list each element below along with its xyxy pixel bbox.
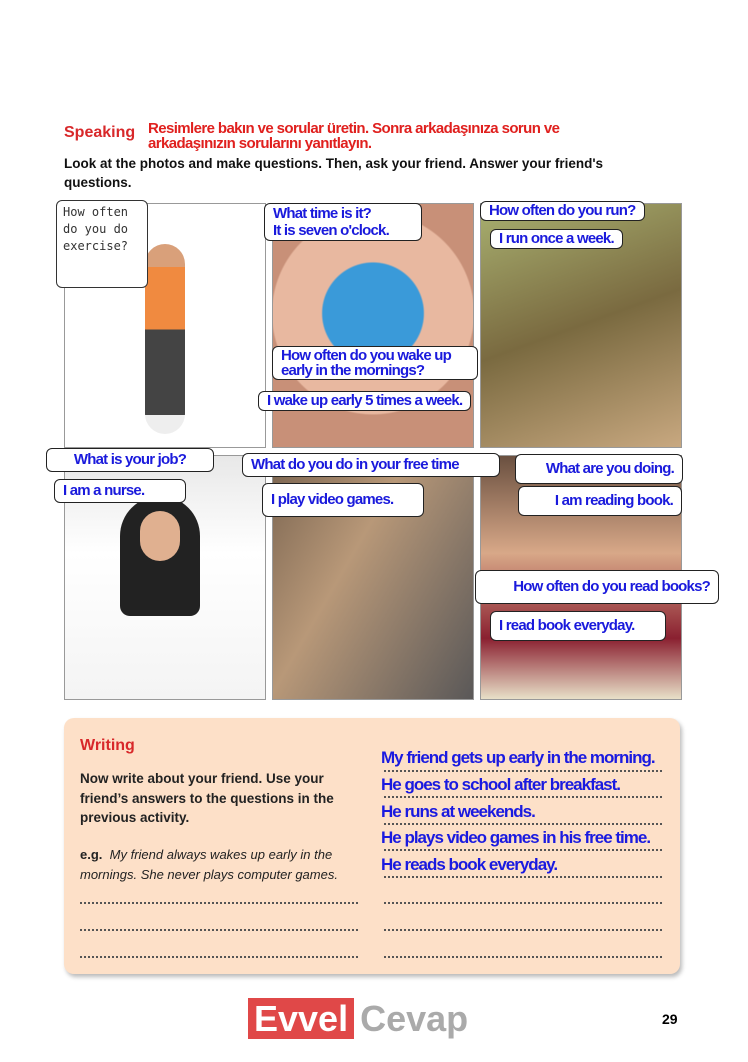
speaking-label: Speaking bbox=[64, 124, 136, 141]
writing-answer: He runs at weekends. bbox=[381, 802, 535, 821]
speech-bubble-answer: I am reading book. bbox=[518, 486, 682, 516]
writing-answer: He plays video games in his free time. bbox=[381, 828, 651, 847]
page-number: 29 bbox=[662, 1011, 678, 1027]
writing-example: e.g. My friend always wakes up early in the mornings. She never plays computer games. bbox=[80, 847, 338, 882]
writing-answer: He reads book everyday. bbox=[381, 855, 558, 874]
speech-bubble-answer: I read book everyday. bbox=[490, 611, 666, 641]
speech-bubble-answer: I run once a week. bbox=[490, 229, 623, 249]
evvel-cevap-logo: Evvel Cevap bbox=[248, 998, 468, 1040]
writing-title: Writing bbox=[80, 737, 135, 754]
instruction-turkish: Resimlere bakın ve sorular üretin. Sonra arkadaşınıza sorun ve arkadaşınızın sorularını yanıtlayın. bbox=[148, 120, 560, 152]
speech-bubble-question: What time is it? It is seven o'clock. bbox=[264, 203, 422, 241]
writing-instruction: Now write about your friend. Use your friend’s answers to the questions in the previous activity. bbox=[80, 771, 334, 825]
speech-bubble-question: How often do you run? bbox=[480, 201, 645, 221]
speech-bubble-question: What is your job? bbox=[46, 448, 214, 472]
speech-bubble-answer: I wake up early 5 times a week. bbox=[258, 391, 471, 411]
speech-bubble-answer: I am a nurse. bbox=[54, 479, 186, 503]
instruction-english: Look at the photos and make questions. Then, ask your friend. Answer your friend's questions. bbox=[64, 156, 604, 190]
speech-bubble-question: What are you doing. bbox=[515, 454, 683, 484]
writing-answer: He goes to school after breakfast. bbox=[381, 775, 621, 794]
speech-bubble-answer: I play video games. bbox=[262, 483, 424, 517]
speech-bubble-question: How often do you wake up early in the mornings? bbox=[272, 346, 478, 380]
speech-bubble-question: What do you do in your free time bbox=[242, 453, 500, 477]
woman-figure bbox=[145, 244, 185, 434]
speech-bubble-question: How often do you read books? bbox=[475, 570, 719, 604]
writing-answer: My friend gets up early in the morning. bbox=[381, 748, 655, 767]
speech-bubble-exercise: How often do you do exercise? bbox=[56, 200, 148, 288]
